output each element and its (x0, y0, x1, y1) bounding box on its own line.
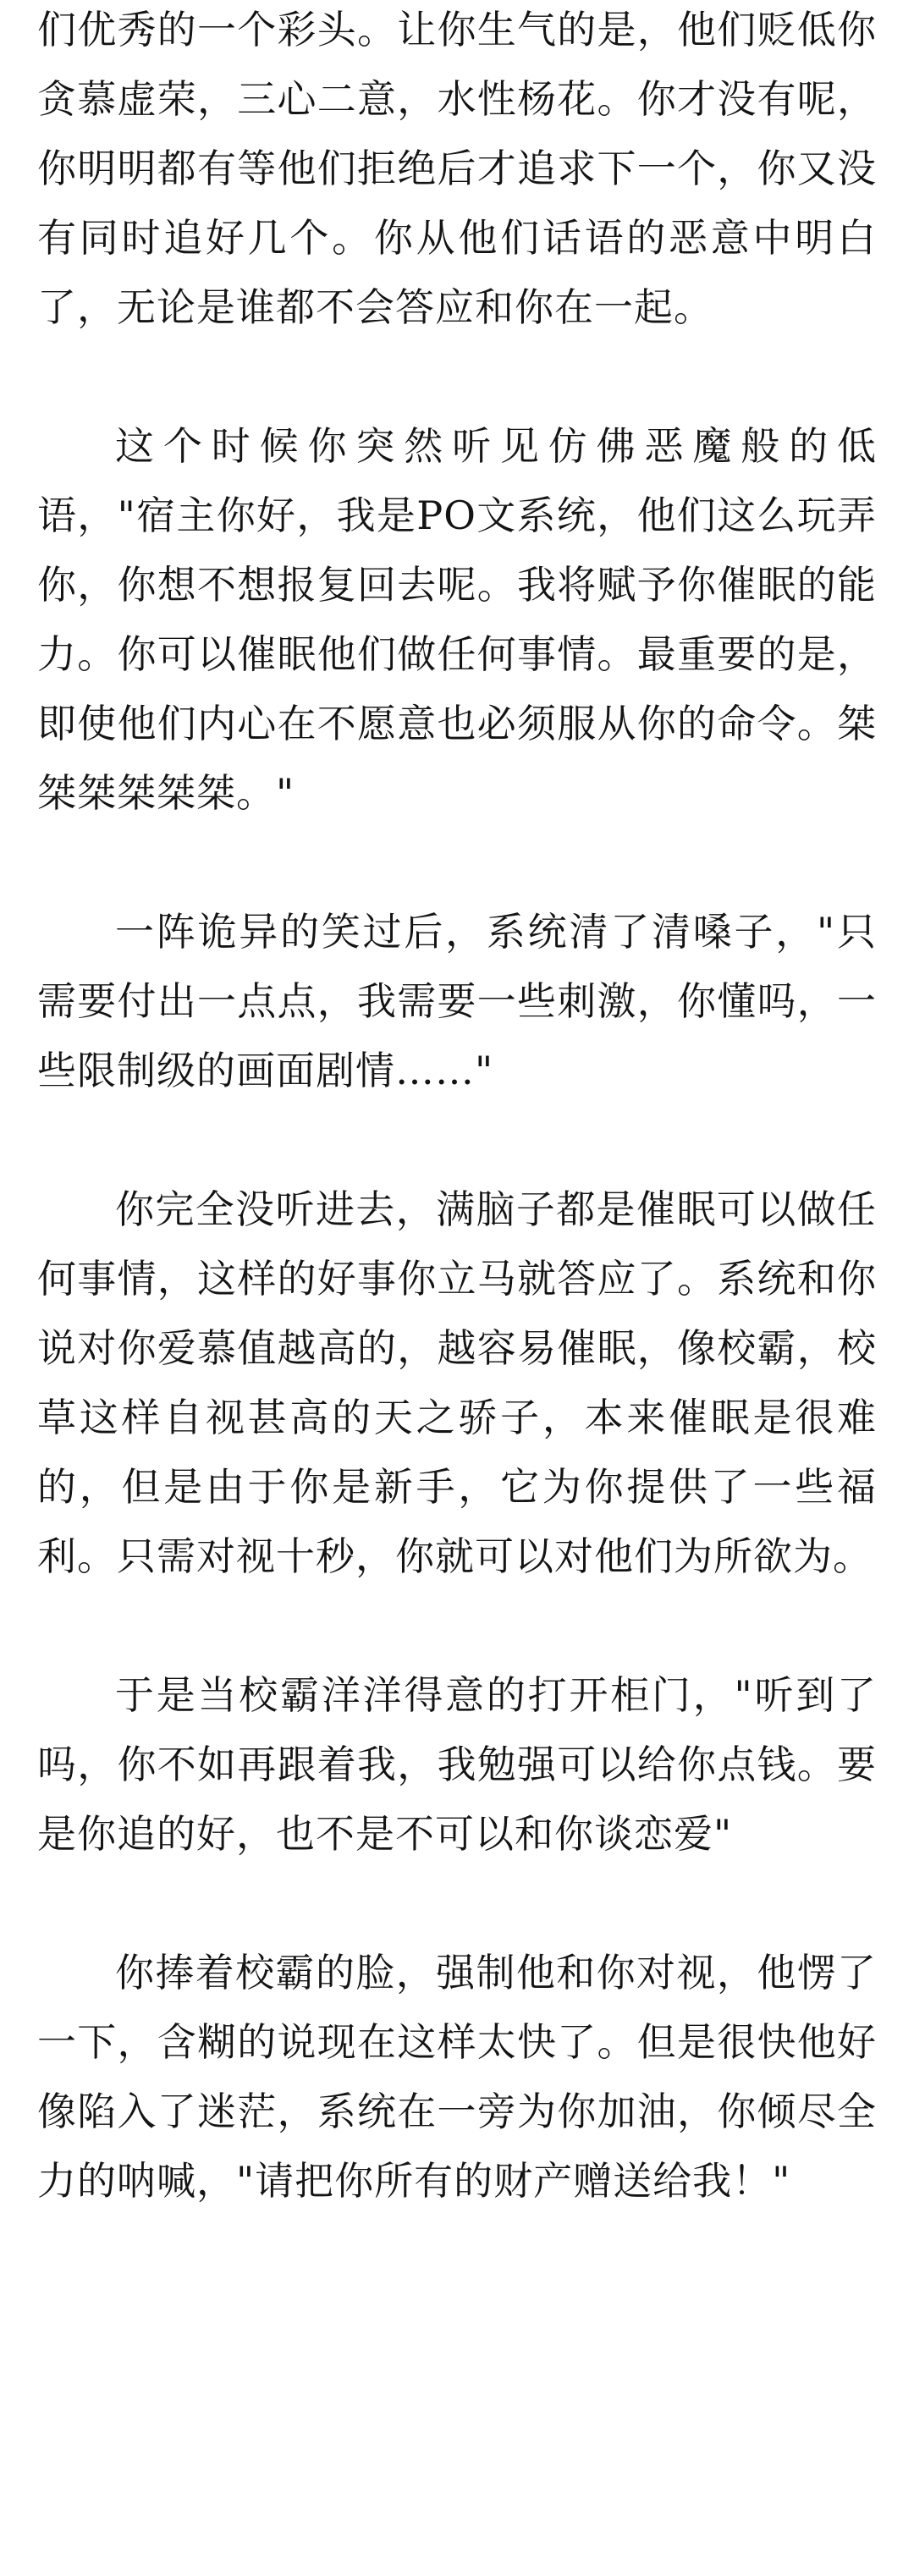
paragraph-spacer (37, 828, 877, 897)
story-paragraph-4: 你完全没听进去，满脑子都是催眠可以做任何事情，这样的好事你立马就答应了。系统和你说对你爱慕值越高的，越容易催眠，像校霸，校草这样自视甚高的天之骄子，本来催眠是很难的，但是由于你是新手，它为你提供了一些福利。只需对视十秒，你就可以对他们为所欲为。 (37, 1186, 877, 1579)
story-paragraph-6: 你捧着校霸的脸，强制他和你对视，他愣了一下，含糊的说现在这样太快了。但是很快他好像陷入了迷茫，系统在一旁为你加油，你倾尽全力的呐喊，"请把你所有的财产赠送给我！" (37, 1950, 877, 2204)
paragraph-spacer (37, 1105, 877, 1175)
paragraph-spacer (37, 342, 877, 411)
story-paragraph-5: 于是当校霸洋洋得意的打开柜门，"听到了吗，你不如再跟着我，我勉强可以给你点钱。要是你追的好，也不是不可以和你谈恋爱" (37, 1672, 877, 1857)
story-paragraph-1: 们优秀的一个彩头。让你生气的是，他们贬低你贪慕虚荣，三心二意，水性杨花。你才没有呢，你明明都有等他们拒绝后才追求下一个，你又没有同时追好几个。你从他们话语的恶意中明白了，无论是谁都不会答应和你在一起。 (37, 7, 877, 330)
paragraph-spacer (37, 1591, 877, 1660)
paragraph-spacer (37, 1869, 877, 1938)
story-paragraph-3: 一阵诡异的笑过后，系统清了清嗓子，"只需要付出一点点，我需要一些刺激，你懂吗，一些限制级的画面剧情……" (37, 909, 877, 1093)
story-paragraph-2: 这个时候你突然听见仿佛恶魔般的低语，"宿主你好，我是PO文系统，他们这么玩弄你，你想不想报复回去呢。我将赋予你催眠的能力。你可以催眠他们做任何事情。最重要的是，即使他们内心在不愿意也必须服从你的命令。桀桀桀桀桀桀。" (37, 423, 877, 816)
